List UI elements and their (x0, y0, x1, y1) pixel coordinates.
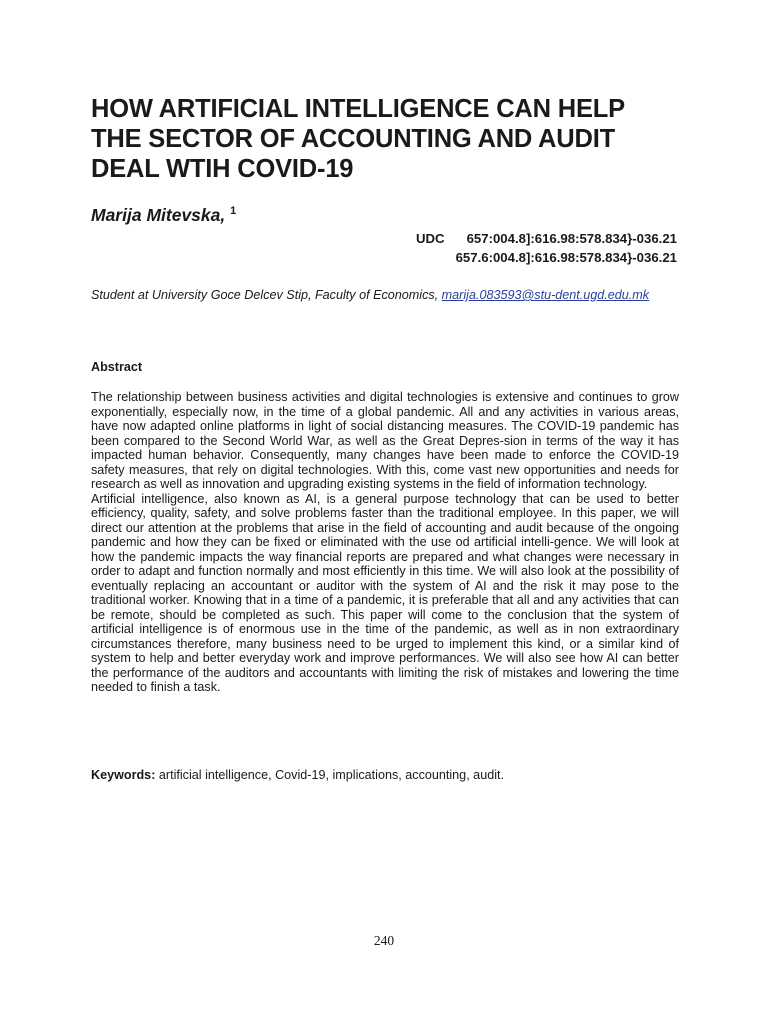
abstract-paragraph-2: Artificial intelligence, also known as AI, is a general purpose technology that can be used to better efficiency, quality, safety, and solve problems faster than the traditional employee. In this paper, we will direct our attention at the problems that arise in the field of accounting and audit because of the ongoing pandemic and how they can be fixed or eliminated with the use od artificial intelli-gence. We will look at how the pandemic impacts the way financial reports are prepared and what changes were necessary in order to adapt and function normally and most efficiently in this time. We will also look at the possibility of eventually replacing an accountant or auditor with the system of AI and the risk it may pose to the traditional worker. Knowing that in a time of a pandemic, it is preferable that all and any activities that can be remote, should be completed as such. This paper will come to the conclusion that the system of artificial intelligence is of enormous use in the time of the pandemic, as well as in non extraordinary circumstances therefore, many business need to be urged to implement this kind, or a similar kind of system to help and better everyday work and improve performances. We will also see how AI can better the performance of the auditors and accountants with limiting the risk of mistakes and lowering the time needed to finish a task. (91, 491, 679, 694)
keywords-text: artificial intelligence, Covid-19, implications, accounting, audit. (155, 768, 504, 782)
keywords-label: Keywords: (91, 768, 156, 782)
author-line (91, 205, 236, 226)
keywords (91, 768, 679, 783)
udc-codes (277, 229, 677, 267)
title-line-2: THE SECTOR OF ACCOUNTING AND AUDIT (91, 125, 615, 153)
affiliation-text: Student at University Goce Delcev Stip, Faculty of Economics, (91, 288, 442, 302)
udc-code-2: 657.6:004.8]:616.98:578.834}-036.21 (455, 250, 677, 265)
title-line-3: DEAL WTIH COVID-19 (91, 155, 354, 183)
udc-row-1 (277, 229, 677, 248)
abstract-paragraph-1: The relationship between business activities and digital technologies is extensive and continues to grow exponentially, especially now, in the time of a global pandemic. All and any activities in various areas, have now adapted online platforms in light of social distancing measures. The COVID-19 pandemic has been compared to the Second World War, as well as the Great Depres-sion in terms of the way it has impacted human behavior. Consequently, many changes have been made to enforce the COVID-19 safety measures, that rely on digital technologies. With this, come vast new opportunities and needs for research as well as innovation and upgrading existing systems in the field of information technology. (91, 390, 679, 491)
author-footnote-marker: 1 (230, 205, 237, 218)
author-affiliation (91, 288, 681, 303)
author-name: Marija Mitevska, (91, 205, 226, 225)
udc-label: UDC (415, 231, 445, 246)
paper-title (91, 94, 691, 184)
abstract-heading: Abstract (91, 360, 143, 374)
page-number: 240 (373, 933, 395, 948)
udc-code-1: 657:004.8]:616.98:578.834}-036.21 (466, 231, 677, 246)
author-email-link[interactable]: marija.083593@stu-dent.ugd.edu.mk (441, 288, 650, 302)
abstract-body (91, 390, 679, 695)
title-line-1: HOW ARTIFICIAL INTELLIGENCE CAN HELP (91, 95, 625, 123)
udc-row-2 (277, 248, 677, 267)
